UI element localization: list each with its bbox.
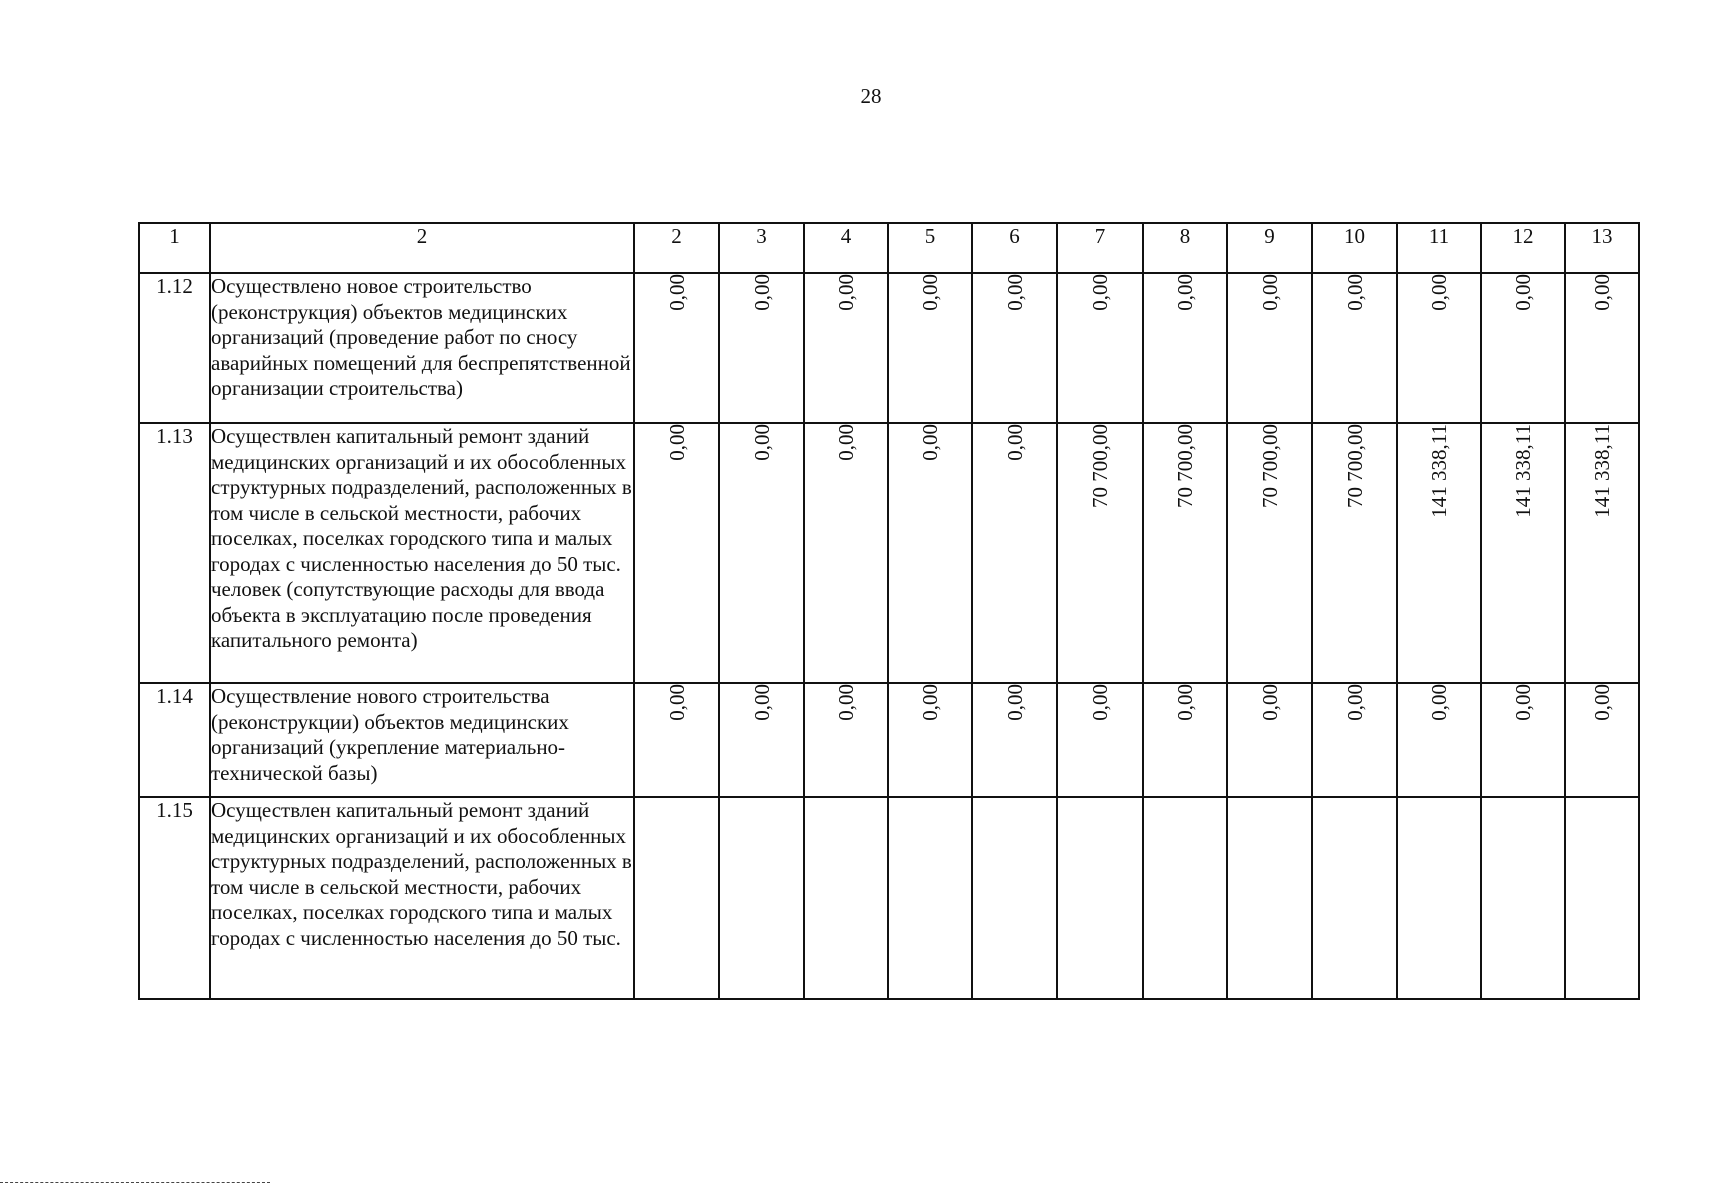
table-row xyxy=(139,683,1639,797)
value-cell xyxy=(719,683,804,797)
value-text: 0,00 xyxy=(918,424,942,461)
value-cell xyxy=(1397,423,1481,683)
value-cell xyxy=(1312,797,1397,999)
header-cell: 3 xyxy=(719,223,804,273)
value-cell xyxy=(1057,423,1143,683)
value-text: 0,00 xyxy=(1257,274,1282,311)
value-text: 141 338,11 xyxy=(1427,424,1451,518)
value-cell xyxy=(719,423,804,683)
header-cell: 2 xyxy=(634,223,719,273)
value-text: 141 338,11 xyxy=(1590,424,1614,518)
header-cell: 6 xyxy=(972,223,1057,273)
value-text: 0,00 xyxy=(749,274,774,311)
header-cell: 11 xyxy=(1397,223,1481,273)
value-cell xyxy=(972,273,1057,423)
value-cell xyxy=(719,797,804,999)
header-cell: 1 xyxy=(139,223,210,273)
header-cell: 2 xyxy=(210,223,634,273)
header-cell: 8 xyxy=(1143,223,1227,273)
value-cell xyxy=(1481,797,1565,999)
value-text: 0,00 xyxy=(749,684,774,721)
row-number: 1.15 xyxy=(139,797,210,999)
value-text: 0,00 xyxy=(1173,684,1197,721)
value-cell xyxy=(1565,273,1639,423)
value-cell xyxy=(1143,423,1227,683)
value-text: 70 700,00 xyxy=(1088,424,1112,508)
value-cell xyxy=(888,273,972,423)
value-cell xyxy=(634,423,719,683)
header-cell: 9 xyxy=(1227,223,1312,273)
value-text: 0,00 xyxy=(1342,274,1367,311)
value-cell xyxy=(634,797,719,999)
value-text: 0,00 xyxy=(664,274,689,311)
value-cell xyxy=(804,683,888,797)
value-cell xyxy=(1227,683,1312,797)
header-cell: 4 xyxy=(804,223,888,273)
value-cell xyxy=(1057,797,1143,999)
value-cell xyxy=(804,423,888,683)
table-row xyxy=(139,273,1639,423)
value-text: 141 338,11 xyxy=(1511,424,1535,518)
value-text: 70 700,00 xyxy=(1173,424,1197,508)
header-cell: 7 xyxy=(1057,223,1143,273)
value-text: 0,00 xyxy=(1590,274,1614,311)
value-text: 0,00 xyxy=(664,424,689,461)
value-cell xyxy=(1397,683,1481,797)
value-cell xyxy=(888,683,972,797)
value-cell xyxy=(1312,683,1397,797)
value-cell xyxy=(719,273,804,423)
header-cell: 5 xyxy=(888,223,972,273)
table-row xyxy=(139,797,1639,999)
value-cell xyxy=(1481,273,1565,423)
value-cell xyxy=(1057,683,1143,797)
value-text: 0,00 xyxy=(1088,274,1112,311)
value-cell xyxy=(634,273,719,423)
value-text: 0,00 xyxy=(1088,684,1112,721)
row-number: 1.12 xyxy=(139,273,210,423)
value-cell xyxy=(1227,423,1312,683)
row-number: 1.14 xyxy=(139,683,210,797)
value-text: 0,00 xyxy=(1002,684,1027,721)
value-cell xyxy=(888,797,972,999)
value-text: 0,00 xyxy=(664,684,689,721)
value-cell xyxy=(804,273,888,423)
row-description: Осуществление нового строительства (реконструкции) объектов медицинских организаций (укрепление материально-технической базы) xyxy=(210,683,634,797)
value-text: 70 700,00 xyxy=(1342,424,1367,508)
value-cell xyxy=(1312,273,1397,423)
value-text: 0,00 xyxy=(749,424,774,461)
table-row xyxy=(139,423,1639,683)
value-cell xyxy=(1481,423,1565,683)
value-cell xyxy=(888,423,972,683)
row-description: Осуществлен капитальный ремонт зданий медицинских организаций и их обособленных структурных подразделений, расположенных в том числе в сельской местности, рабочих поселках, поселках городского типа и малых городах с численностью населения до 50 тыс. xyxy=(210,797,634,999)
footer-divider xyxy=(0,1182,270,1183)
row-description: Осуществлен капитальный ремонт зданий медицинских организаций и их обособленных структурных подразделений, расположенных в том числе в сельской местности, рабочих поселках, поселках городского типа и малых городах с численностью населения до 50 тыс. человек (сопутствующие расходы для ввода объекта в эксплуатацию после проведения капитального ремонта) xyxy=(210,423,634,683)
value-cell xyxy=(634,683,719,797)
value-cell xyxy=(1227,273,1312,423)
value-text: 0,00 xyxy=(918,684,942,721)
value-cell xyxy=(972,797,1057,999)
value-text: 0,00 xyxy=(1257,684,1282,721)
value-text: 0,00 xyxy=(834,424,858,461)
value-cell xyxy=(804,797,888,999)
value-text: 0,00 xyxy=(1002,424,1027,461)
header-cell: 13 xyxy=(1565,223,1639,273)
value-cell xyxy=(1143,273,1227,423)
header-cell: 10 xyxy=(1312,223,1397,273)
value-text: 70 700,00 xyxy=(1257,424,1282,508)
value-text: 0,00 xyxy=(1511,274,1535,311)
value-cell xyxy=(972,423,1057,683)
value-cell xyxy=(1397,273,1481,423)
value-cell xyxy=(1312,423,1397,683)
value-text: 0,00 xyxy=(1511,684,1535,721)
value-text: 0,00 xyxy=(834,684,858,721)
value-cell xyxy=(1227,797,1312,999)
value-cell xyxy=(1481,683,1565,797)
value-text: 0,00 xyxy=(1002,274,1027,311)
value-cell xyxy=(1143,683,1227,797)
row-number: 1.13 xyxy=(139,423,210,683)
value-cell xyxy=(1565,797,1639,999)
header-cell: 12 xyxy=(1481,223,1565,273)
budget-table xyxy=(138,222,1640,1000)
value-text: 0,00 xyxy=(918,274,942,311)
page-number: 28 xyxy=(860,84,882,108)
value-cell xyxy=(1397,797,1481,999)
table-header-row xyxy=(139,223,1639,273)
value-cell xyxy=(1565,683,1639,797)
value-text: 0,00 xyxy=(1427,274,1451,311)
value-cell xyxy=(1565,423,1639,683)
value-text: 0,00 xyxy=(1427,684,1451,721)
value-text: 0,00 xyxy=(1173,274,1197,311)
value-cell xyxy=(972,683,1057,797)
value-cell xyxy=(1057,273,1143,423)
value-text: 0,00 xyxy=(834,274,858,311)
row-description: Осуществлено новое строительство (реконструкция) объектов медицинских организаций (проведение работ по сносу аварийных помещений для беспрепятственной организации строительства) xyxy=(210,273,634,423)
value-text: 0,00 xyxy=(1342,684,1367,721)
value-text: 0,00 xyxy=(1590,684,1614,721)
value-cell xyxy=(1143,797,1227,999)
